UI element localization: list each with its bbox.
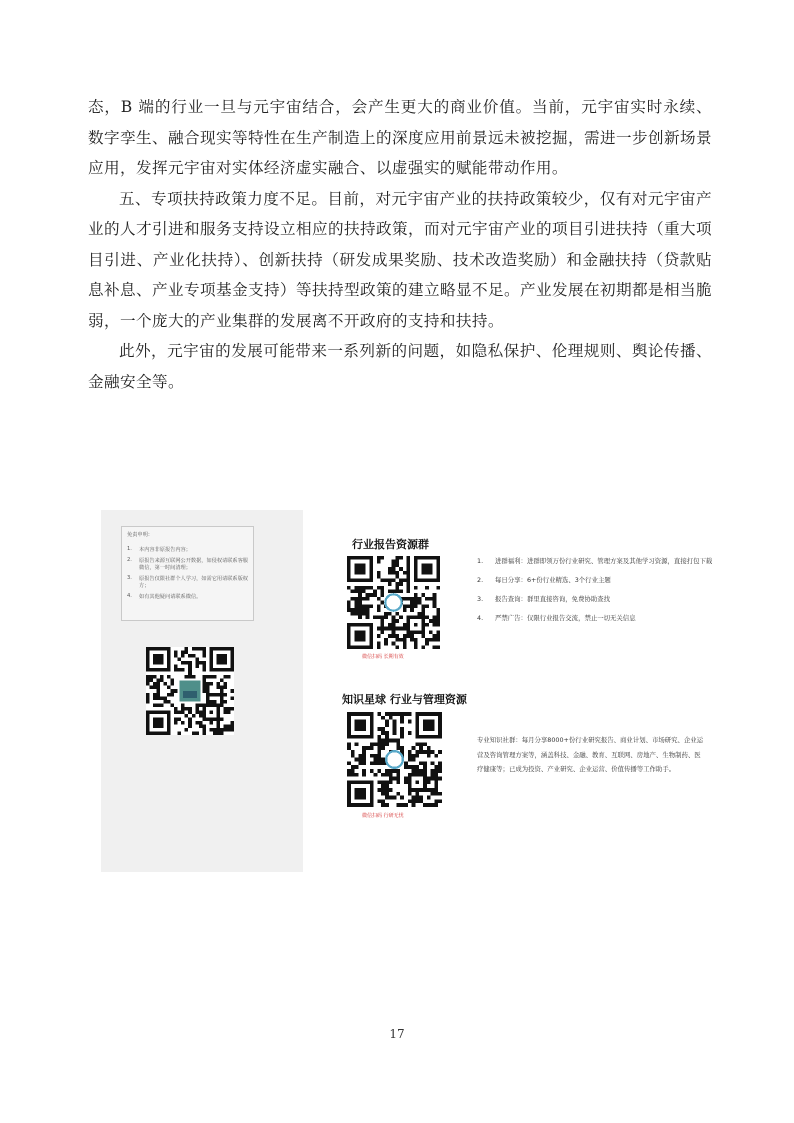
paragraph-continuation: 态，B 端的行业一旦与元宇宙结合，会产生更大的商业价值。当前，元宇宙实时永续、数字孪生、融合现实等特性在生产制造上的深度应用前景远未被挖掘，需进一步创新场景应用，发挥元宇宙对实体经济虚实融合、以虚强实的赋能带动作用。	[88, 98, 712, 177]
report-group-title: 行业报告资源群	[352, 538, 429, 551]
promo-right-panel	[337, 525, 717, 825]
report-group-qr-code-icon[interactable]	[347, 556, 440, 649]
planet-tagline: 微信扫码 行研无忧	[362, 813, 404, 819]
planet-description: 专业知识社群：每月分享8000+份行业研究报告、商业计划、市场研究、企业运营及咨询管理方案等，涵盖科技、金融、教育、互联网、房地产、生物制药、医疗健康等；已成为投资、产业研究、企业运营、价值传播等工作助手。	[477, 736, 704, 773]
benefit-item: 1. 进群福利：进群即领万份行业研究、管理方案及其他学习资源，直接打包下载	[477, 557, 713, 565]
planet-qr-code-icon[interactable]	[347, 712, 442, 807]
disclaimer-list	[127, 546, 248, 600]
report-group-tagline: 微信扫码 长期有效	[362, 654, 404, 660]
disclaimer-item: 3. 原报告仅限社群个人学习，如需它用请联系版权方；	[127, 575, 248, 589]
disclaimer-item: 4. 如有其他疑问请联系微信。	[127, 593, 202, 600]
disclaimer-box	[121, 526, 254, 621]
planet-title: 知识星球 行业与管理资源	[342, 693, 467, 706]
wechat-qr-code-icon[interactable]	[146, 647, 234, 735]
disclaimer-item: 1. 本内容非原报告内容；	[127, 546, 191, 553]
paragraph-policy-support: 五、专项扶持政策力度不足。目前，对元宇宙产业的扶持政策较少，仅有对元宇宙产业的人才引进和服务支持设立相应的扶持政策，而对元宇宙产业的项目引进扶持（重大项目引进、产业化扶持）、创新扶持（研发成果奖励、技术改造奖励）和金融扶持（贷款贴息补息、产业专项基金支持）等扶持型政策的建立略显不足。产业发展在初期都是相当脆弱，一个庞大的产业集群的发展离不开政府的支持和扶持。	[88, 189, 712, 330]
benefit-item: 2. 每日分享：6+份行业精选、3个行业主题	[477, 576, 611, 584]
report-group-benefits	[477, 556, 717, 632]
promo-left-panel	[101, 510, 303, 872]
disclaimer-title: 免责申明：	[127, 532, 153, 538]
benefit-item: 3. 报告查询：群里直接咨询，免费协助查找	[477, 595, 611, 603]
disclaimer-item: 2. 原报告来源互联网公开数据，如侵权请联系客服微信，第一时间清理；	[127, 557, 248, 571]
body-text	[88, 92, 712, 397]
paragraph-other-issues: 此外，元宇宙的发展可能带来一系列新的问题，如隐私保护、伦理规则、舆论传播、金融安全等。	[88, 342, 712, 391]
page-number: 17	[389, 1027, 405, 1041]
benefit-item: 4. 严禁广告：仅限行业报告交流，禁止一切无关信息	[477, 614, 636, 622]
